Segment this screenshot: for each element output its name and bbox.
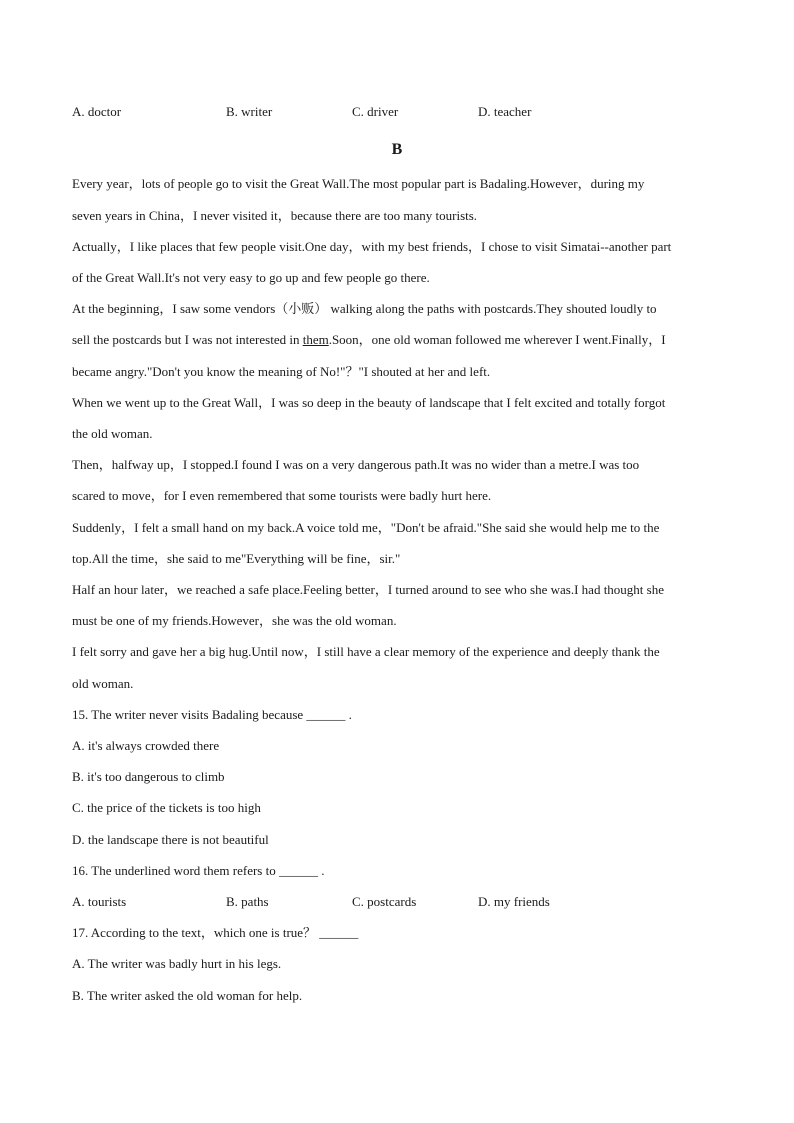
passage-line: seven years in China，I never visited it，because there are too many tourists.: [72, 208, 478, 223]
passage-text: .Soon，one old woman followed me wherever I went.Finally，I: [328, 332, 666, 347]
passage-line: became angry."Don't you know the meaning of No!"？"I shouted at her and left.: [72, 364, 491, 379]
passage-line: At the beginning，I saw some vendors（小贩） walking along the paths with postcards.They shouted loudly to: [72, 301, 657, 316]
answer-option: D. my friends: [478, 894, 550, 909]
passage-line: When we went up to the Great Wall，I was so deep in the beauty of landscape that I felt excited and totally forgot: [72, 395, 666, 410]
question-stem: 17. According to the text，which one is true？ ______: [72, 925, 359, 940]
section-title: B: [391, 141, 403, 158]
q14-option-b: B. writer: [226, 104, 273, 119]
answer-option: D. the landscape there is not beautiful: [72, 832, 269, 847]
passage-line: Then，halfway up，I stopped.I found I was on a very dangerous path.It was no wider than a metre.I was too: [72, 457, 640, 472]
answer-option: B. it's too dangerous to climb: [72, 769, 225, 784]
answer-option: A. it's always crowded there: [72, 738, 220, 753]
passage-line: the old woman.: [72, 426, 153, 441]
passage-line: top.All the time，she said to me"Everything will be fine，sir.": [72, 551, 401, 566]
passage-line: Actually，I like places that few people visit.One day，with my best friends，I chose to visit Simatai--another part: [72, 239, 672, 254]
passage-line: must be one of my friends.However，she was the old woman.: [72, 613, 397, 628]
passage-line: scared to move，for I even remembered that some tourists were badly hurt here.: [72, 488, 492, 503]
q14-option-c: C. driver: [352, 104, 399, 119]
question-stem: 16. The underlined word them refers to ______ .: [72, 863, 325, 878]
underlined-word: them: [302, 332, 329, 347]
answer-option: A. tourists: [72, 894, 127, 909]
answer-option: A. The writer was badly hurt in his legs.: [72, 956, 282, 971]
passage-line: of the Great Wall.It's not very easy to go up and few people go there.: [72, 270, 430, 285]
q14-option-d: D. teacher: [478, 104, 532, 119]
passage-text: sell the postcards but I was not interested in: [72, 332, 303, 347]
passage-line: Half an hour later，we reached a safe place.Feeling better，I turned around to see who she was.I had thought she: [72, 582, 665, 597]
passage-line: I felt sorry and gave her a big hug.Until now，I still have a clear memory of the experience and deeply thank the: [72, 644, 660, 659]
question-stem: 15. The writer never visits Badaling because ______ .: [72, 707, 352, 722]
answer-option: B. paths: [226, 894, 269, 909]
q14-option-a: A. doctor: [72, 104, 122, 119]
passage-line: old woman.: [72, 676, 134, 691]
answer-option: C. postcards: [352, 894, 417, 909]
passage-line: [72, 332, 666, 348]
passage-line: Every year，lots of people go to visit the Great Wall.The most popular part is Badaling.However，during my: [72, 176, 645, 191]
passage-line: Suddenly，I felt a small hand on my back.A voice told me，"Don't be afraid."She said she would help me to the: [72, 520, 660, 535]
answer-option: B. The writer asked the old woman for help.: [72, 988, 303, 1003]
answer-option: C. the price of the tickets is too high: [72, 800, 261, 815]
